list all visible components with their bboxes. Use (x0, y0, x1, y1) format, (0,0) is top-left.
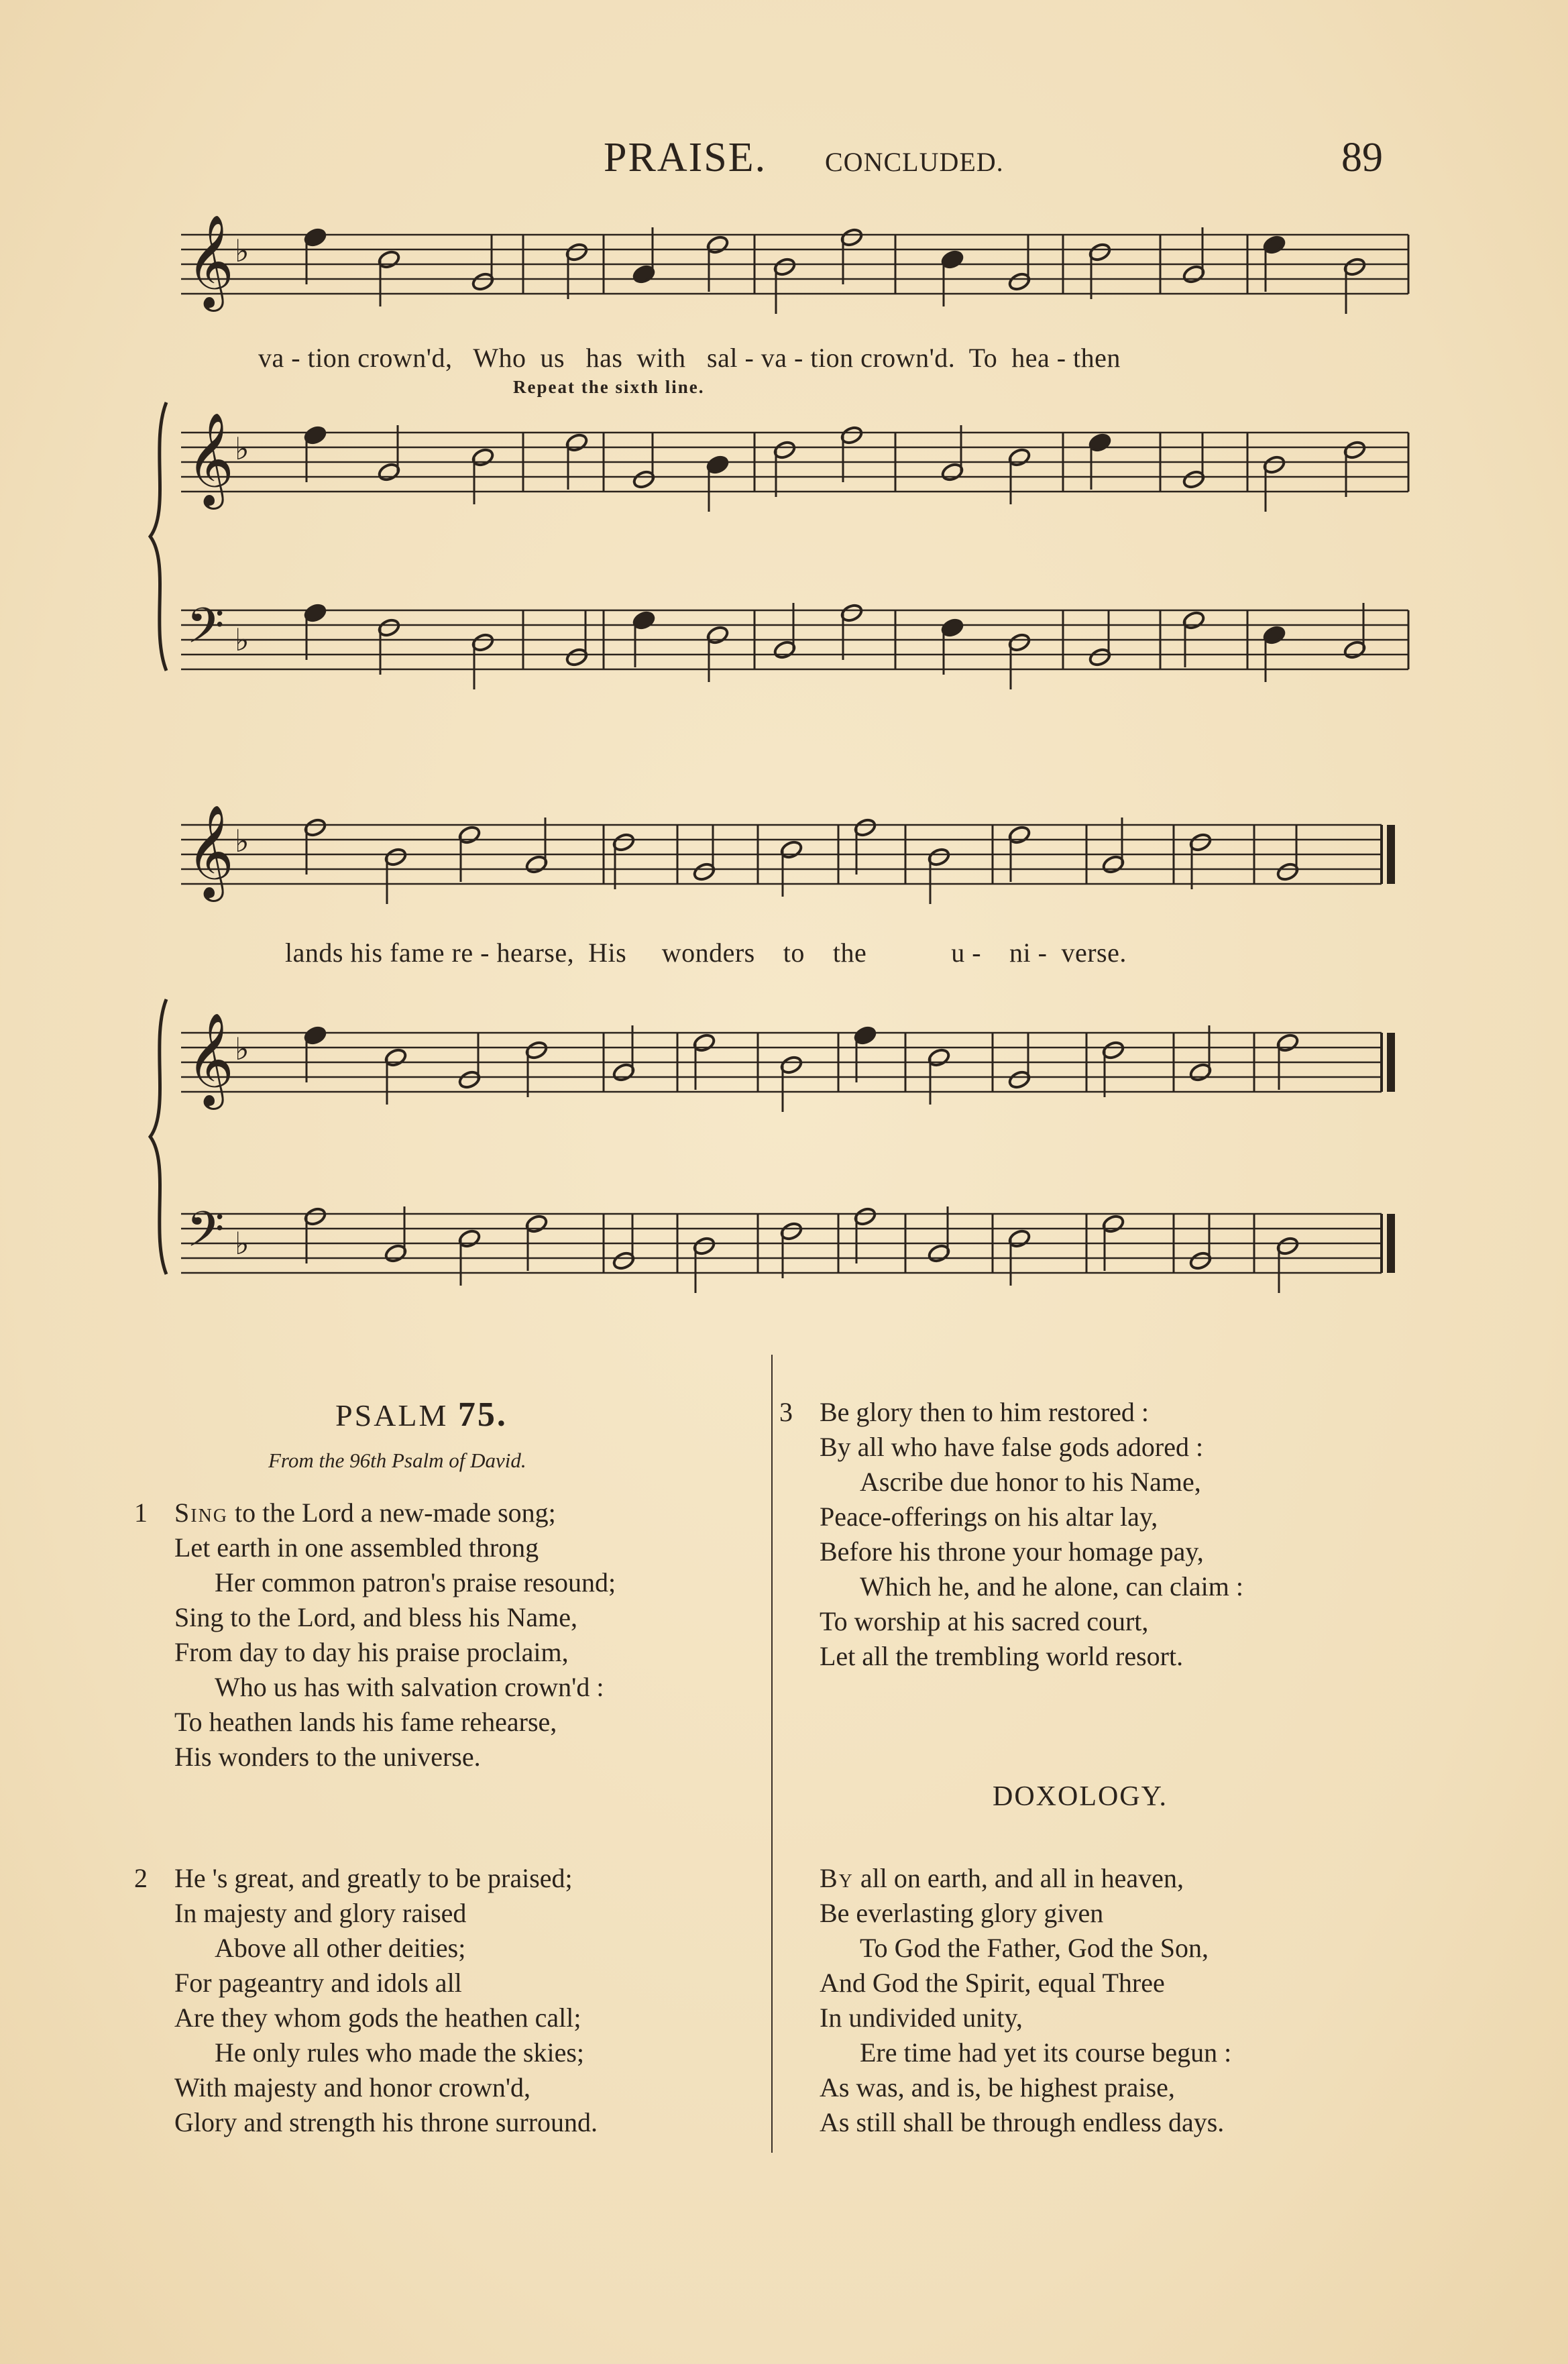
lyric-syllables: lands his fame re - hearse, (285, 938, 575, 968)
verse-line: Above all other deities; (215, 1933, 466, 1963)
music-staves-1 (0, 201, 1568, 738)
stanza-number: 3 (779, 1397, 793, 1427)
psalm-title-word: PSALM (335, 1398, 449, 1432)
drop-word: By (820, 1863, 854, 1893)
verse-line: Her common patron's praise resound; (215, 1567, 616, 1597)
column-divider (771, 1355, 773, 2153)
stanza-number: 1 (134, 1498, 148, 1528)
psalm-subtitle: From the 96th Psalm of David. (268, 1449, 526, 1472)
verse-line: Let earth in one assembled throng (174, 1532, 539, 1563)
stanza-2 (134, 1861, 598, 2140)
flat-sign: ♭ (235, 1031, 249, 1067)
music-system-2 (0, 791, 1568, 1328)
verse-line: For pageantry and idols all (174, 1968, 462, 1998)
system-brace (150, 402, 166, 671)
verse-line: Are they whom gods the heathen call; (174, 2003, 581, 2033)
verse-line (820, 1861, 1231, 1896)
verse-line: By all who have false gods adored : (820, 1432, 1204, 1462)
psalm-number: 75. (457, 1396, 508, 1434)
header-title: PRAISE. (604, 135, 767, 180)
lyric-line-1 (258, 342, 1121, 374)
verse-line: Let all the trembling world resort. (820, 1641, 1184, 1671)
lyric-syllables: Who (473, 343, 526, 373)
verse-line: Be everlasting glory given (820, 1898, 1104, 1928)
lyric-syllables: His (588, 938, 627, 968)
lyric-syllables: ni - (1009, 938, 1048, 968)
verse-line: Who us has with salvation crown'd : (215, 1672, 604, 1702)
running-header (0, 134, 1568, 188)
flat-sign: ♭ (235, 233, 249, 269)
flat-sign: ♭ (235, 431, 249, 467)
lyric-syllables: sal - va - tion crown'd. (707, 343, 956, 373)
treble-clef: 𝄞 (186, 805, 234, 898)
treble-clef: 𝄞 (186, 1013, 234, 1106)
verse-line: To God the Father, God the Son, (860, 1933, 1209, 1963)
bass-clef: 𝄢 (186, 1200, 225, 1270)
lyric-syllables: wonders (661, 938, 755, 968)
flat-sign: ♭ (235, 1225, 249, 1261)
verse-line: Sing to the Lord, and bless his Name, (174, 1602, 578, 1632)
verse-line: Ere time had yet its course begun : (860, 2037, 1232, 2068)
lyric-syllables: with (636, 343, 686, 373)
stanza-3 (779, 1395, 1243, 1674)
lyric-line-2 (285, 937, 1127, 968)
verse-line: As still shall be through endless days. (820, 2107, 1225, 2137)
verse-line: Which he, and he alone, can claim : (860, 1571, 1243, 1601)
bass-clef: 𝄢 (186, 597, 225, 666)
verse-line: His wonders to the universe. (174, 1742, 481, 1772)
verse-line: Glory and strength his throne surround. (174, 2107, 598, 2137)
verse-line: He 's great, and greatly to be praised; (174, 1863, 573, 1893)
verse-line: As was, and is, be highest praise, (820, 2072, 1175, 2102)
flat-sign: ♭ (235, 823, 249, 859)
flat-sign: ♭ (235, 622, 249, 658)
lyric-syllables: verse. (1061, 938, 1127, 968)
verse-line: To worship at his sacred court, (820, 1606, 1149, 1636)
drop-word: Sing (174, 1498, 229, 1528)
verse-line: Before his throne your homage pay, (820, 1536, 1204, 1567)
doxology-stanza (820, 1861, 1231, 2140)
lyric-syllables: To (968, 343, 998, 373)
lyric-syllables: to (783, 938, 805, 968)
music-system-1 (0, 201, 1568, 738)
lyric-syllables: u - (951, 938, 982, 968)
repeat-direction: Repeat the sixth line. (513, 377, 705, 397)
lyric-syllables: va - tion crown'd, (258, 343, 453, 373)
verse-line: In undivided unity, (820, 2003, 1023, 2033)
lyric-syllables: has (585, 343, 623, 373)
stanza-number: 2 (134, 1863, 148, 1893)
verse-line: From day to day his praise proclaim, (174, 1637, 569, 1667)
verse-line: And God the Spirit, equal Three (820, 1968, 1165, 1998)
lyric-syllables: us (540, 343, 565, 373)
verse-line: Be glory then to him restored : (820, 1397, 1150, 1427)
header-subtitle: CONCLUDED. (825, 147, 1004, 177)
page-number: 89 (1341, 135, 1383, 180)
verse-line: Ascribe due honor to his Name, (860, 1467, 1201, 1497)
verse-line: With majesty and honor crown'd, (174, 2072, 531, 2102)
verse-line-text: all on earth, and all in heaven, (853, 1863, 1184, 1893)
verse-line-text: to the Lord a new-made song; (228, 1498, 556, 1528)
verse-line: He only rules who made the skies; (215, 2037, 584, 2068)
verse-line (174, 1496, 616, 1530)
verse-line: To heathen lands his fame rehearse, (174, 1707, 557, 1737)
verse-line: In majesty and glory raised (174, 1898, 467, 1928)
doxology-title: DOXOLOGY. (993, 1781, 1168, 1812)
system-brace (150, 999, 166, 1274)
stanza-1 (134, 1496, 616, 1775)
psalm-title (335, 1395, 508, 1434)
verse-line: Peace-offerings on his altar lay, (820, 1502, 1158, 1532)
treble-clef: 𝄞 (186, 412, 234, 506)
lyric-syllables: hea - then (1011, 343, 1121, 373)
treble-clef: 𝄞 (186, 215, 234, 308)
music-staves-2 (0, 791, 1568, 1328)
lyric-syllables: the (832, 938, 867, 968)
